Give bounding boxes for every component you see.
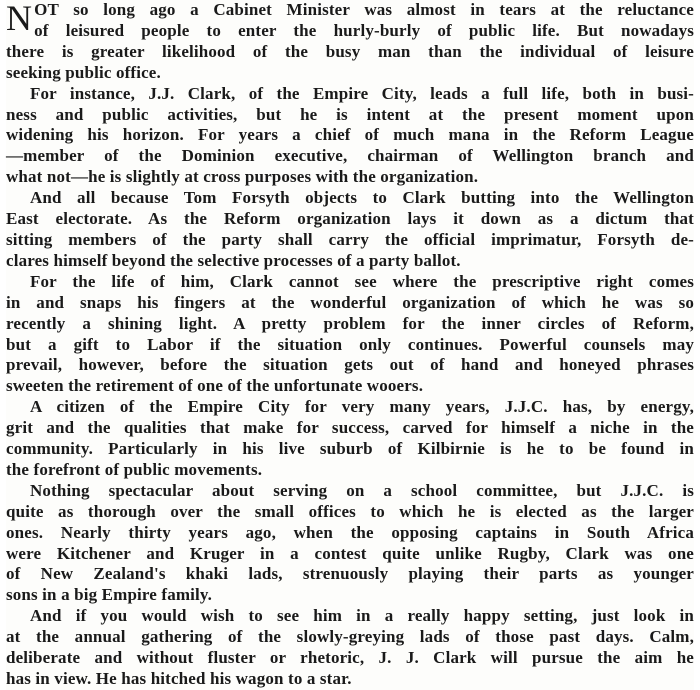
text-line: of New Zealand's khaki lads, strenuously playing their parts as younger [6,564,694,584]
text-line: grit and the qualities that make for success, carved for himself a niche in the [6,418,694,438]
text-line: widening his horizon. For years a chief of much mana in the Reform League [6,125,694,145]
article-paragraph-7 [6,606,694,690]
text-line: of leisured people to enter the hurly-burly of public life. But nowadays [34,20,694,40]
text-line: quite as thorough over the small offices to which he is elected as the larger [6,501,694,521]
text-line: the forefront of public movements. [6,459,263,479]
text-line: at the annual gathering of the slowly-greying lads of those past days. Calm, [6,627,694,647]
text-line: recently a shining light. A pretty problem for the inner circles of Reform, [6,313,694,333]
text-line: East electorate. As the Reform organization lays it down as a dictum that [6,209,694,229]
drop-cap-letter: N [6,0,33,38]
article-paragraph-4 [6,272,694,397]
text-line: sweeten the retirement of one of the unfortunate wooers. [6,376,424,396]
text-line: For instance, J.J. Clark, of the Empire City, leads a full life, both in busi- [30,83,694,103]
text-line: ones. Nearly thirty years ago, when the opposing captains in South Africa [6,522,694,542]
article-paragraph-5 [6,397,694,481]
text-line: has in view. He has hitched his wagon to a star. [6,669,352,688]
text-line: Nothing spectacular about serving on a school committee, but J.J.C. is [30,480,694,500]
text-line: prevail, however, before the situation gets out of hand and honeyed phrases [6,355,694,375]
text-line: OT so long ago a Cabinet Minister was almost in tears at the reluctance [34,0,694,19]
text-line: in and snaps his fingers at the wonderful organization of which he was so [6,292,694,312]
text-line: but a gift to Labor if the situation only continues. Powerful counsels may [6,334,694,354]
text-line: And if you would wish to see him in a really happy setting, just look in [30,606,694,626]
text-line: sons in a big Empire family. [6,585,213,605]
text-line: what not—he is slightly at cross purposes with the organization. [6,167,479,187]
text-line: there is greater likelihood of the busy man than the individual of leisure [6,41,694,61]
text-line: were Kitchener and Kruger in a contest quite unlike Rugby, Clark was one [6,543,694,563]
text-line: And all because Tom Forsyth objects to Clark butting into the Wellington [30,188,694,208]
article-paragraph-2 [6,84,694,189]
text-line: community. Particularly in his live suburb of Kilbirnie is he to be found in [6,439,694,459]
text-line: clares himself beyond the selective processes of a party ballot. [6,250,461,270]
text-line: sitting members of the party shall carry the official imprimatur, Forsyth de- [6,229,694,249]
article-paragraph-1 [6,0,694,84]
text-line: For the life of him, Clark cannot see where the prescriptive right comes [30,271,694,291]
text-line: ness and public activities, but he is intent at the present moment upon [6,104,694,124]
text-line: —member of the Dominion executive, chairman of Wellington branch and [6,146,694,166]
article-paragraph-6 [6,481,694,606]
text-line: deliberate and without fluster or rhetoric, J. J. Clark will pursue the aim he [6,648,694,668]
newspaper-clipping [6,0,694,690]
text-line: seeking public office. [6,62,161,82]
text-line: A citizen of the Empire City for very many years, J.J.C. has, by energy, [30,397,694,417]
article-paragraph-3 [6,188,694,272]
